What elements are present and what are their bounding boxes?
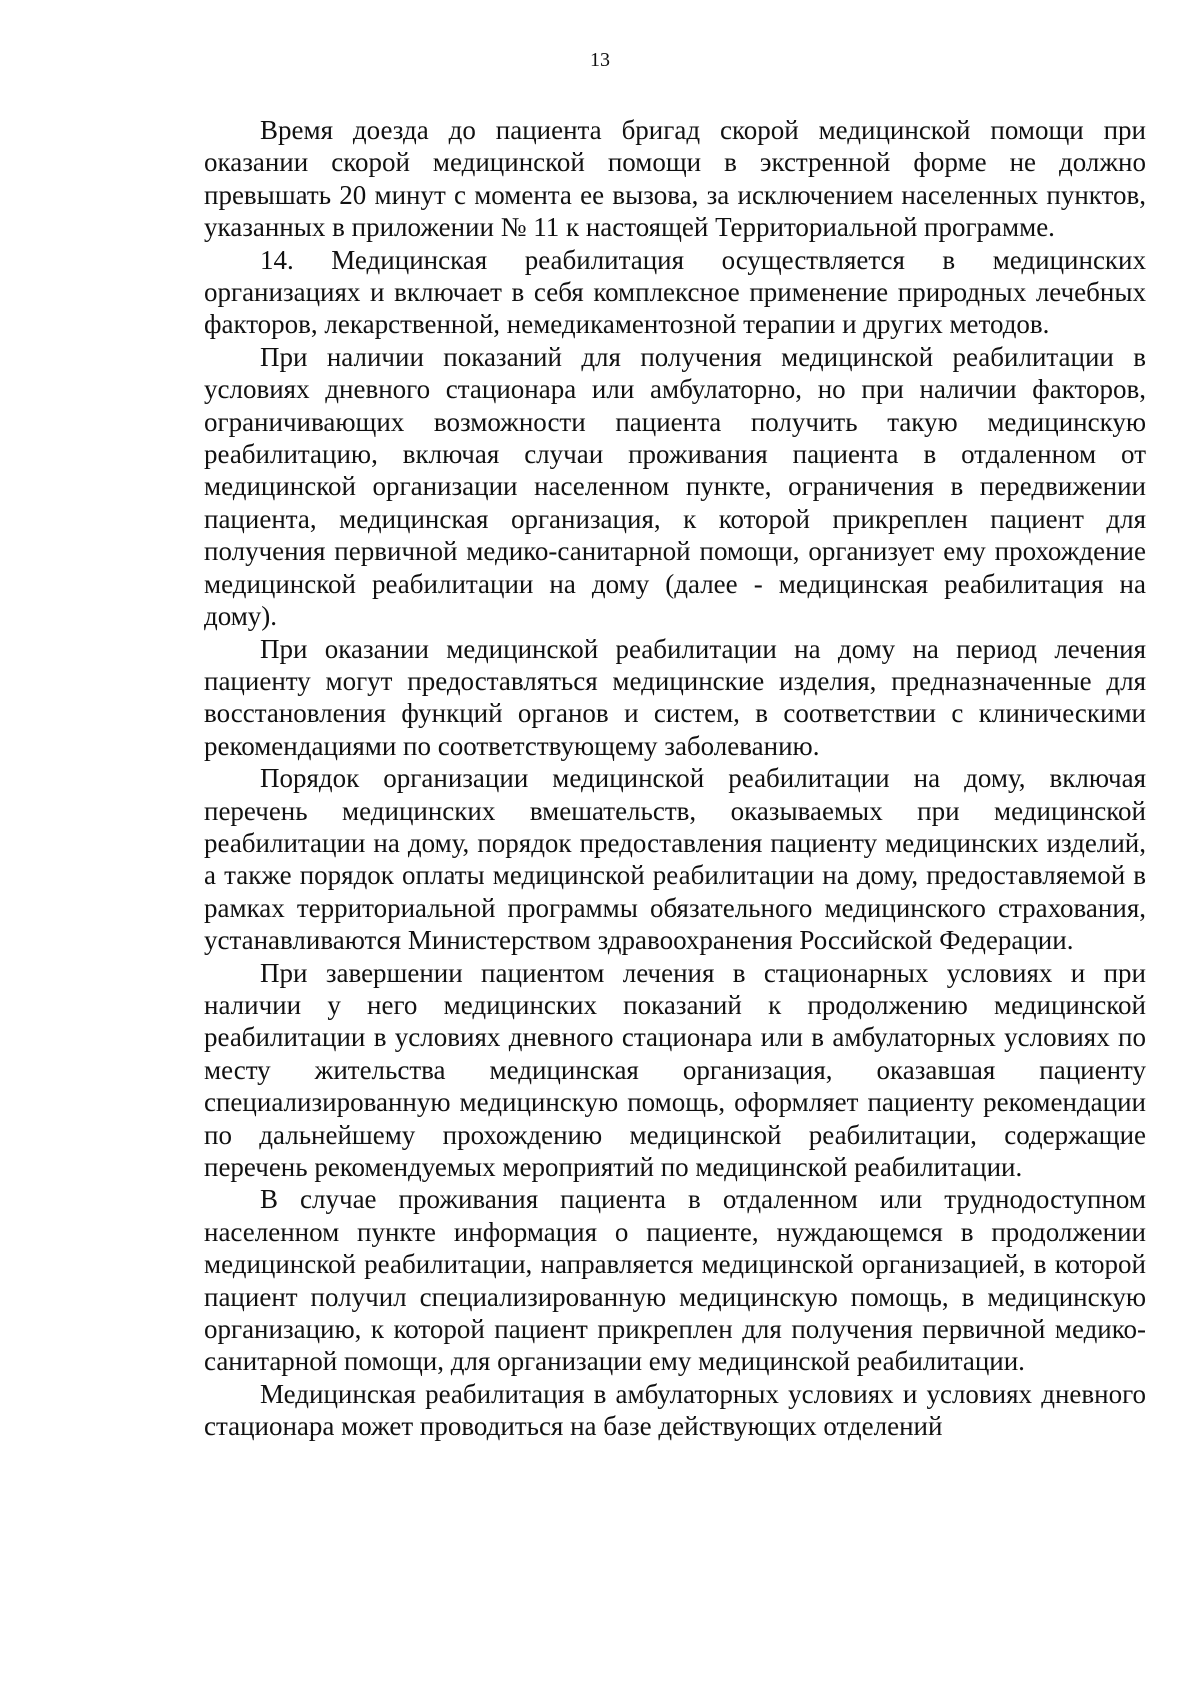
paragraph-remote-settlement-information: В случае проживания пациента в отдаленном или труднодоступном населенном пункте информация о пациенте, нуждающемся в продолжении медицинской реабилитации, направляется медицинской организацией, в которой пациент получил специализированную медицинскую помощь, в медицинскую организацию, к которой пациент прикреплен для получения первичной медико-санитарной помощи, для организации ему медицинской реабилитации. [204,1184,1146,1377]
paragraph-post-inpatient-recommendations: При завершении пациентом лечения в стационарных условиях и при наличии у него медицинских показаний к продолжению медицинской реабилитации в условиях дневного стационара или в амбулаторных условиях по месту жительства медицинская организация, оказавшая пациенту специализированную медицинскую помощь, оформляет пациенту рекомендации по дальнейшему прохождению медицинской реабилитации, содержащие перечень рекомендуемых мероприятий по медицинской реабилитации. [204,957,1146,1182]
document-body [204,114,1146,1443]
paragraph-home-rehabilitation-indications: При наличии показаний для получения медицинской реабилитации в условиях дневного стационара или амбулаторно, но при наличии факторов, ограничивающих возможности пациента получить такую медицинскую реабилитацию, включая случаи проживания пациента в отдаленном от медицинской организации населенном пункте, ограничения в передвижении пациента, медицинская организация, к которой прикреплен пациент для получения первичной медико-санитарной помощи, организует ему прохождение медицинской реабилитации на дому (далее - медицинская реабилитация на дому). [204,341,1146,632]
paragraph-ambulance-arrival-time: Время доезда до пациента бригад скорой медицинской помощи при оказании скорой медицинской помощи в экстренной форме не должно превышать 20 минут с момента ее вызова, за исключением населенных пунктов, указанных в приложении № 11 к настоящей Территориальной программе. [204,115,1146,243]
paragraph-home-rehabilitation-procedure: Порядок организации медицинской реабилитации на дому, включая перечень медицинских вмешательств, оказываемых при медицинской реабилитации на дому, порядок предоставления пациенту медицинских изделий, а также порядок оплаты медицинской реабилитации на дому, предоставляемой в рамках территориальной программы обязательного медицинского страхования, устанавливаются Министерством здравоохранения Российской Федерации. [204,763,1146,956]
paragraph-outpatient-rehabilitation-base: Медицинская реабилитация в амбулаторных условиях и условиях дневного стационара может проводиться на базе действующих отделений [204,1378,1146,1442]
paragraph-14-medical-rehabilitation: 14. Медицинская реабилитация осуществляется в медицинских организациях и включает в себя комплексное применение природных лечебных факторов, лекарственной, немедикаментозной терапии и других методов. [204,244,1146,340]
page-number: 13 [590,49,610,71]
paragraph-home-rehabilitation-devices: При оказании медицинской реабилитации на дому на период лечения пациенту могут предоставляться медицинские изделия, предназначенные для восстановления функций органов и систем, в соответствии с клиническими рекомендациями по соответствующему заболеванию. [204,633,1146,761]
